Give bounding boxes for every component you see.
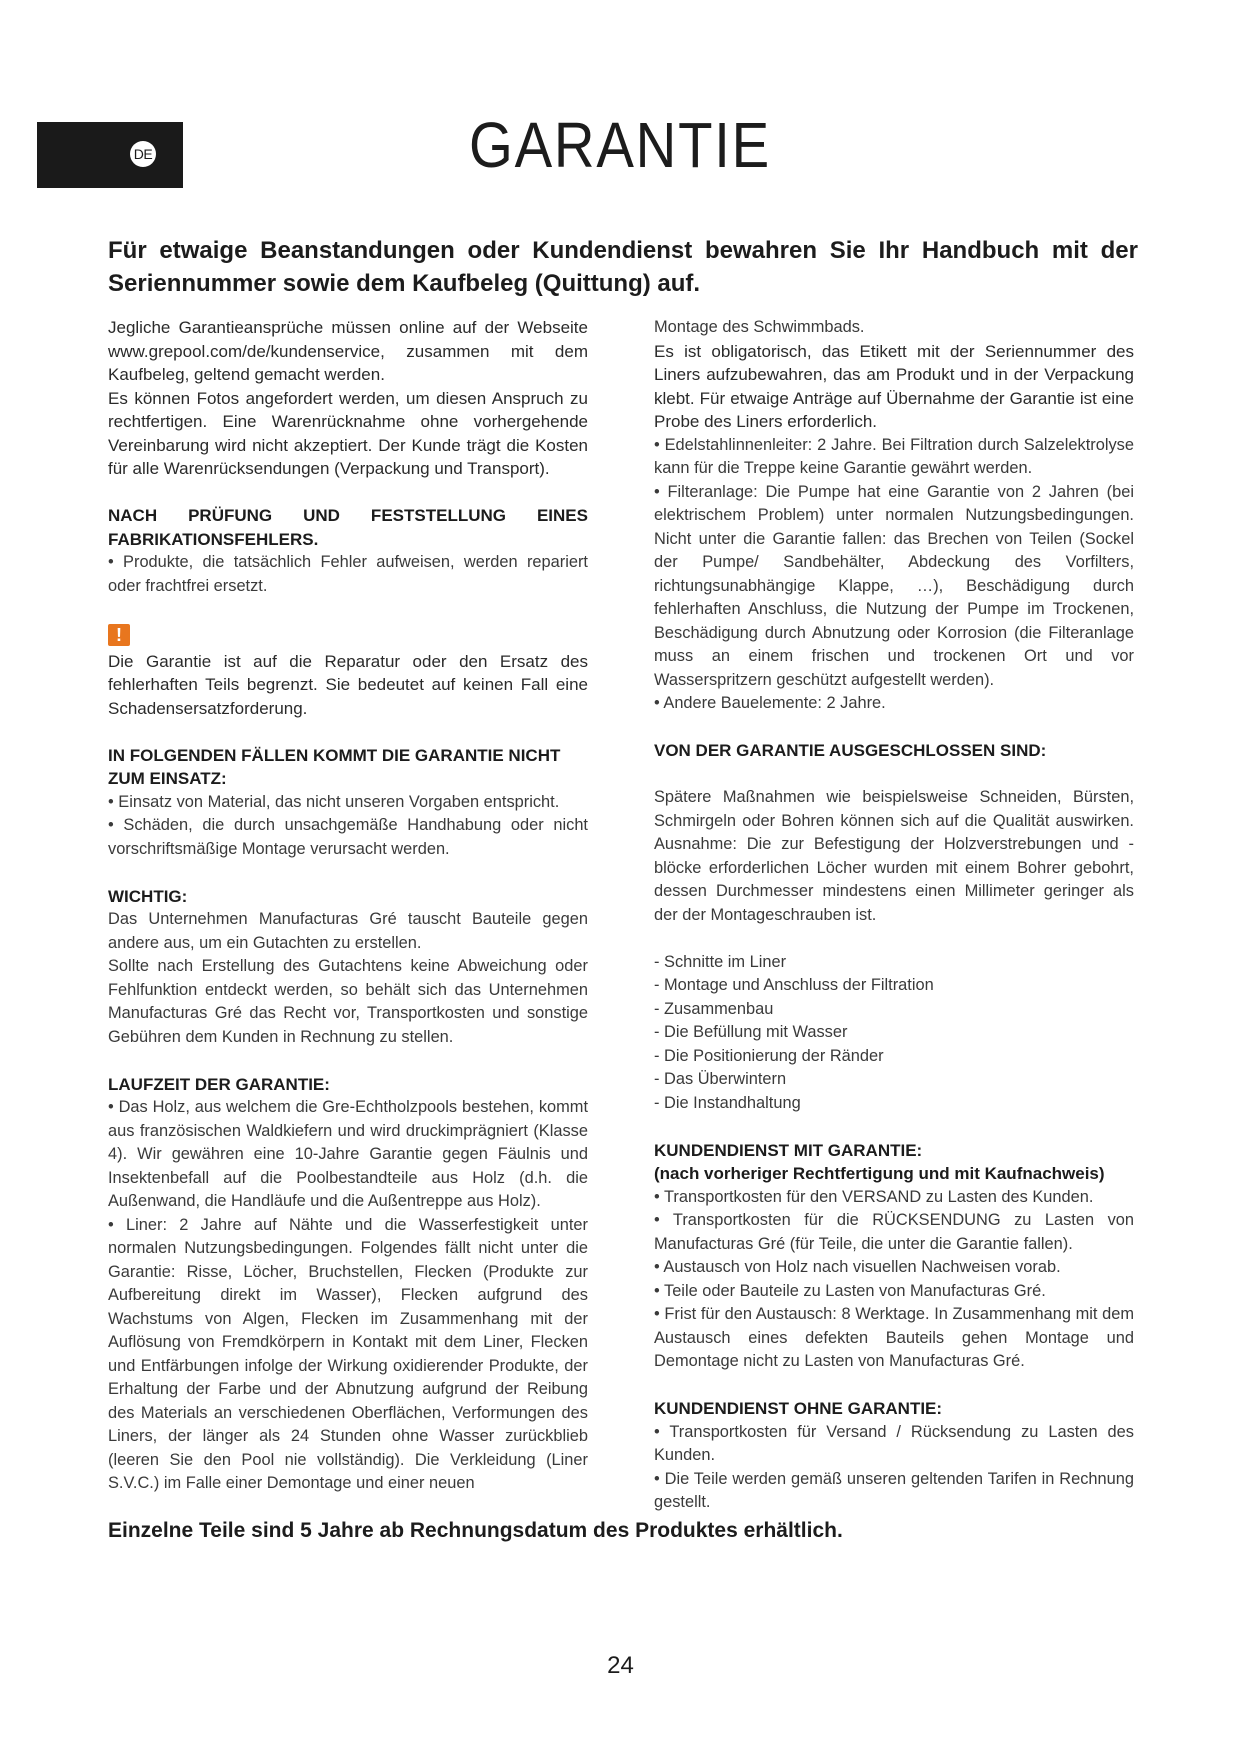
page-number: 24 — [607, 1652, 634, 1679]
list-item: - Schnitte im Liner — [654, 952, 787, 971]
not-applied-item: • Einsatz von Material, das nicht unseren Vorgaben entspricht. — [108, 792, 560, 811]
intro-heading: Für etwaige Beanstandungen oder Kundendienst bewahren Sie Ihr Handbuch mit der Seriennummer sowie dem Kaufbeleg (Quittung) auf. — [108, 237, 1138, 297]
after-check-text: • Produkte, die tatsächlich Fehler aufweisen, werden repariert oder frachtfrei ersetzt. — [108, 553, 588, 595]
claim-online-text: Jegliche Garantieansprüche müssen online auf der Webseite www.grepool.com/de/kundenservice, zusammen mit dem Kaufbeleg, geltend gemacht werden. — [108, 318, 588, 384]
service-with-item: • Transportkosten für die RÜCKSENDUNG zu Lasten von Manufacturas Gré (für Teile, die unter die Garantie fallen). — [654, 1211, 1134, 1253]
not-applied-item: • Schäden, die durch unsachgemäße Handhabung oder nicht vorschriftsmäßige Montage verursacht werden. — [108, 816, 588, 858]
service-with-item: • Frist für den Austausch: 8 Werktage. In Zusammenhang mit dem Austausch eines defekten Bauteils gehen Montage und Demontage nicht zu Lasten von Manufacturas Gré. — [654, 1305, 1134, 1370]
page-title: GARANTIE — [469, 109, 771, 181]
filter-text: • Filteranlage: Die Pumpe hat eine Garantie von 2 Jahren (bei elektrischem Problem) unter normalen Nutzungsbedingungen. Nicht unter die Garantie fallen: das Brechen von Teilen (Sockel der Pumpe/ Sandbehälter, Abdeckung des Vorfilters, richtungsunabhängige Klappe, …), Beschädigung durch fehlerhaften Anschluss, die Nutzung der Pumpe im Trockenen, Beschädigung durch Abnutzung oder Korrosion (die Filteranlage muss an einem frischen und trockenen Ort und vor Wasserspritzern geschützt aufgestellt werden). — [654, 482, 1134, 689]
service-without-warranty-heading: KUNDENDIENST OHNE GARANTIE: — [654, 1399, 943, 1418]
excluded-list — [654, 951, 1134, 1116]
ladder-text: • Edelstahlinnenleiter: 2 Jahre. Bei Filtration durch Salzelektrolyse kann für die Treppe keine Garantie gewährt werden. — [654, 435, 1134, 477]
excluded-heading: VON DER GARANTIE AUSGESCHLOSSEN SIND: — [654, 741, 1047, 760]
duration-liner-text: • Liner: 2 Jahre auf Nähte und die Wasserfestigkeit unter normalen Nutzungsbedingungen. Folgendes fällt nicht unter die Garantie: Risse, Löcher, Bruchstellen, Flecken (Produkte zur Aufbereitung direkt im Wasser), Flecken aufgrund des Wachstums von Algen, Flecken im Zusammenhang mit der Auflösung von Fremdkörpern in Kontakt mit dem Liner, Flecken und Entfärbungen infolge der Wirkung oxidierender Produkte, der Erhaltung der Farbe und der Abnutzung aufgrund der Reibung des Materials an verschiedenen Oberflächen, Verformungen des Liners, der länger als 24 Stunden ohne Wasser zurückblieb (leeren Sie den Pool nie vollständig). Die Verkleidung (Liner S.V.C.) im Falle einer Demontage und einer neuen — [108, 1215, 588, 1492]
duration-wood-text: • Das Holz, aus welchem die Gre-Echtholzpools bestehen, kommt aus französischen Waldkiefern und wird druckimprägniert (Klasse 4). Wir gewähren eine 10-Jahre Garantie gegen Fäulnis und Insektenbefall auf die Poolbestandteile aus Holz (d.h. die Außenwand, die Handläufe und die Außentreppe aus Holz). — [108, 1098, 588, 1210]
service-with-item: • Transportkosten für den VERSAND zu Lasten des Kunden. — [654, 1187, 1094, 1206]
language-tab — [37, 122, 183, 188]
warning-text: Die Garantie ist auf die Reparatur oder den Ersatz des fehlerhaften Teils begrenzt. Sie bedeutet auf keinen Fall eine Schadensersatzforderung. — [108, 651, 588, 718]
language-badge: DE — [130, 141, 156, 167]
service-without-item: • Die Teile werden gemäß unseren geltenden Tarifen in Rechnung gestellt. — [654, 1469, 1134, 1511]
service-without-item: • Transportkosten für Versand / Rücksendung zu Lasten des Kunden. — [654, 1422, 1134, 1464]
right-column — [654, 316, 1134, 1515]
continuation-text: Montage des Schwimmbads. — [654, 318, 865, 336]
service-with-item: • Teile oder Bauteile zu Lasten von Manufacturas Gré. — [654, 1281, 1046, 1300]
duration-heading: LAUFZEIT DER GARANTIE: — [108, 1074, 330, 1094]
left-column — [108, 316, 588, 1496]
important-heading: WICHTIG: — [108, 886, 188, 906]
label-note: Es ist obligatorisch, das Etikett mit der Seriennummer des Liners aufzubewahren, das am Produkt und in der Verpackung klebt. Für etwaige Anträge auf Übernahme der Garantie ist eine Probe des Liners erforderlich. — [654, 341, 1134, 431]
important-text: Das Unternehmen Manufacturas Gré tauscht Bauteile gegen andere aus, um ein Gutachten zu erstellen. — [108, 910, 588, 952]
important-text: Sollte nach Erstellung des Gutachtens keine Abweichung oder Fehlfunktion entdeckt werden, so behält sich das Unternehmen Manufacturas Gré das Recht vor, Transportkosten und sonstige Gebühren dem Kunden in Rechnung zu stellen. — [108, 957, 588, 1046]
list-item: - Zusammenbau — [654, 999, 774, 1018]
not-applied-heading: IN FOLGENDEN FÄLLEN KOMMT DIE GARANTIE NICHT ZUM EINSATZ: — [108, 745, 561, 788]
service-with-warranty-heading: KUNDENDIENST MIT GARANTIE: — [654, 1140, 923, 1160]
list-item: - Die Befüllung mit Wasser — [654, 1023, 848, 1041]
other-parts-text: • Andere Bauelemente: 2 Jahre. — [654, 694, 886, 712]
after-check-heading: NACH PRÜFUNG UND FESTSTELLUNG EINES FABRIKATIONSFEHLERS. — [108, 506, 588, 549]
list-item: - Das Überwintern — [654, 1070, 787, 1088]
list-item: - Die Instandhaltung — [654, 1093, 801, 1112]
service-with-warranty-subheading: (nach vorheriger Rechtfertigung und mit Kaufnachweis) — [654, 1164, 1105, 1183]
list-item: - Montage und Anschluss der Filtration — [654, 976, 934, 994]
photos-text: Es können Fotos angefordert werden, um diesen Anspruch zu rechtfertigen. Eine Warenrücknahme ohne vorhergehende Vereinbarung wird nicht akzeptiert. Der Kunde trägt die Kosten für alle Warenrücksendungen (Verpackung und Transport). — [108, 388, 588, 478]
service-with-item: • Austausch von Holz nach visuellen Nachweisen vorab. — [654, 1258, 1061, 1276]
excluded-text: Spätere Maßnahmen wie beispielsweise Schneiden, Bürsten, Schmirgeln oder Bohren können sich auf die Qualität auswirken. Ausnahme: Die zur Befestigung der Holzverstrebungen und -blöcke erforderlichen Löcher wurden mit einem Bohrer gebohrt, dessen Durchmesser mindestens einen Millimeter geringer als der der Montageschrauben ist. — [654, 788, 1134, 924]
warning-icon: ! — [108, 624, 130, 646]
spare-parts-note: Einzelne Teile sind 5 Jahre ab Rechnungsdatum des Produktes erhältlich. — [108, 1519, 843, 1542]
list-item: - Die Positionierung der Ränder — [654, 1046, 884, 1065]
